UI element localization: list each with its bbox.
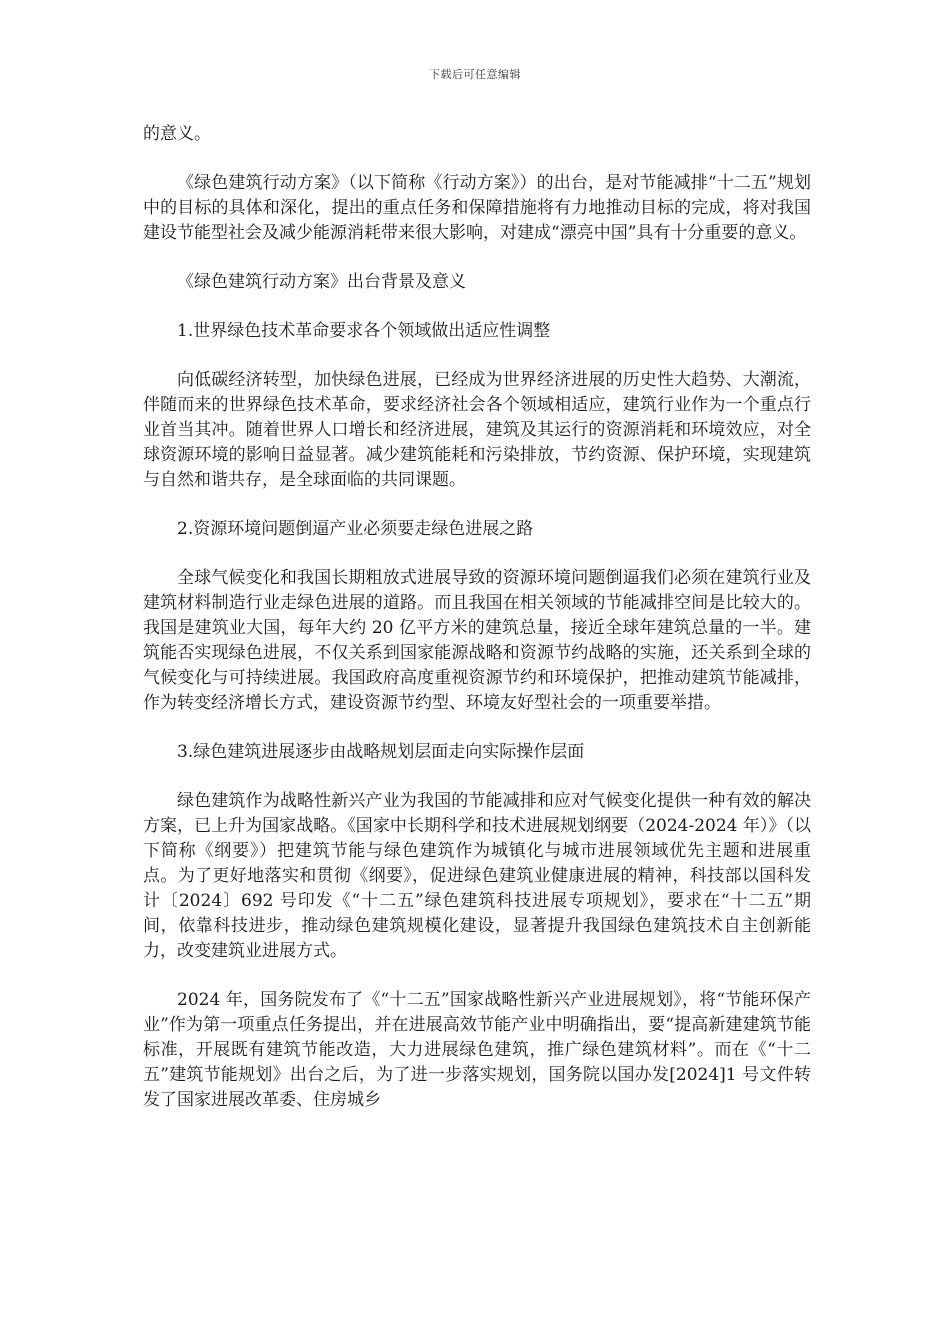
paragraph-1: 向低碳经济转型，加快绿色进展，已经成为世界经济进展的历史性大趋势、大潮流，伴随而来的世界绿色技术革命，要求经济社会各个领域相适应，建筑行业作为一个重点行业首当其冲。随着世界人口增长和经济进展，建筑及其运行的资源消耗和环境效应，对全球资源环境的影响日益显著。减少建筑能耗和污染排放，节约资源、保护环境，实现建筑与自然和谐共存，是全球面临的共同课题。 <box>143 370 811 490</box>
subheading-1: 1.世界绿色技术革命要求各个领域做出适应性调整 <box>177 321 551 341</box>
paragraph-continuation: 的意义。 <box>143 124 211 144</box>
subheading-3: 3.绿色建筑进展逐步由战略规划层面走向实际操作层面 <box>177 742 585 762</box>
subheading-2: 2.资源环境问题倒逼产业必须要走绿色进展之路 <box>177 519 534 539</box>
page-header: 下载后可任意编辑 <box>429 68 521 81</box>
paragraph-intro: 《绿色建筑行动方案》（以下简称《行动方案》）的出台，是对节能减排“十二五”规划中的目标的具体和深化，提出的重点任务和保障措施将有力地推动目标的完成，将对我国建设节能型社会及减少能源消耗带来很大影响，对建成“漂亮中国”具有十分重要的意义。 <box>143 173 811 243</box>
paragraph-3: 绿色建筑作为战略性新兴产业为我国的节能减排和应对气候变化提供一种有效的解决方案，已上升为国家战略。《国家中长期科学和技术进展规划纲要（2024-2024 年）》（以下简称《纲要》）把建筑节能与绿色建筑作为城镇化与城市进展领域优先主题和进展重点。为了更好地落实和贯彻《纲要》，促进绿色建筑业健康进展的精神，科技部以国科发计〔2024〕692 号印发《“十二五”绿色建筑科技进展专项规划》，要求在“十二五”期间，依靠科技进步，推动绿色建筑规模化建设，显著提升我国绿色建筑技术自主创新能力，改变建筑业进展方式。 <box>143 791 811 961</box>
document-body <box>143 122 811 1137</box>
paragraph-2: 全球气候变化和我国长期粗放式进展导致的资源环境问题倒逼我们必须在建筑行业及建筑材料制造行业走绿色进展的道路。而且我国在相关领域的节能减排空间是比较大的。我国是建筑业大国，每年大约 20 亿平方米的建筑总量，接近全球年建筑总量的一半。建筑能否实现绿色进展，不仅关系到国家能源战略和资源节约战略的实施，还关系到全球的气候变化与可持续进展。我国政府高度重视资源节约和环境保护，把推动建筑节能减排，作为转变经济增长方式，建设资源节约型、环境友好型社会的一项重要举措。 <box>143 568 811 713</box>
section-title: 《绿色建筑行动方案》出台背景及意义 <box>177 272 466 292</box>
paragraph-4: 2024 年，国务院发布了《“十二五”国家战略性新兴产业进展规划》，将“节能环保产业”作为第一项重点任务提出，并在进展高效节能产业中明确指出，要“提高新建建筑节能标准，开展既有建筑节能改造，大力进展绿色建筑，推广绿色建筑材料”。而在《“十二五”建筑节能规划》出台之后，为了进一步落实规划，国务院以国办发[2024]1 号文件转发了国家进展改革委、住房城乡 <box>143 990 811 1110</box>
